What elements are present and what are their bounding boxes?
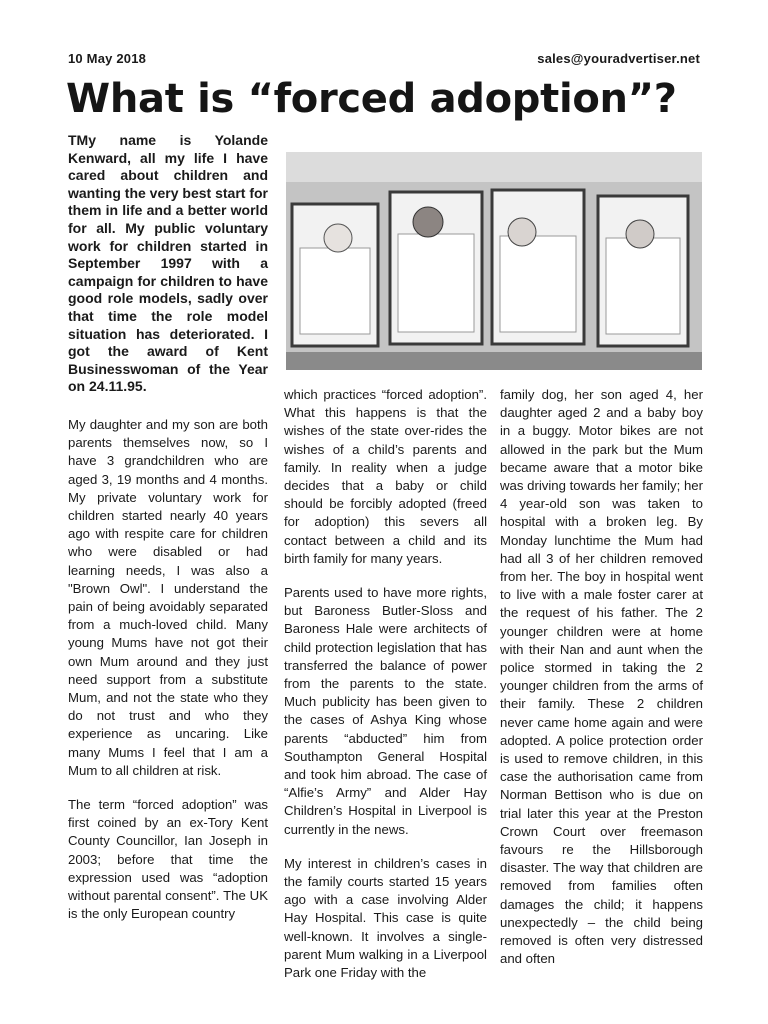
baby-cot-2 [390,192,482,344]
body-paragraph-4: Parents used to have more rights, but Baroness Butler-Sloss and Baroness Hale were architects of child protection legislation that has transferred the balance of power from the parents to the state. Much publicity has been given to the cases of Ashya King whose parents “abducted” him from Southampton General Hospital and took him abroad. The case of “Alfie’s Army” and Alder Hay Children’s Hospital in Liverpool is currently in the news. [284,585,487,837]
body-paragraph-5: My interest in children’s cases in the family courts started 15 years ago with a case involving Alder Hay Hospital. This case is quite well-known. It involves a single-parent Mum walking in a Liverpool Park one Friday with the [284,855,487,981]
baby-cot-1 [292,204,378,346]
body-paragraph-6: family dog, her son aged 4, her daughter aged 2 and a baby boy in a buggy. Motor bikes are not allowed in the park but the Mum became aware that a motor bike was driving towards her family; her 4 year-old son was taken to hospital with a broken leg. By Monday lunchtime the Mum had had all 3 of her children removed from her. The boy in hospital went to live with a male foster carer at the request of his father. The 2 younger children were at home with their Nan and aunt when the police stormed in taking the 2 younger children from the arms of their family. These 2 children never came home again and were adopted. A police protection order is used to remove children, in this case the authorisation came from Norman Bettison who is due on trial later this year at the Preston Crown Court over freemason favours re the Hillsborough disaster. The way that children are removed from families often damages the child; it happens unexpectedly – the child being removed is often very distressed and often [500,387,704,967]
body-paragraph-3: which practices “forced adoption”. What this happens is that the wishes of the state over-rides the wishes of a child’s parents and family. In reality when a judge decides that a baby or child should be forcibly adopted (freed for adoption) this severs all contact between a child and its birth family for many years. [284,387,487,566]
baby-cot-4 [598,196,688,346]
column-2 [284,386,487,998]
intro-paragraph: TMy name is Yolande Kenward, all my life I have cared about children and wanting the very best start for them in life and a better world for all. My public voluntary work for children started in September 1997 with a campaign for children to have good role models, sadly over that time the role model situation has deteriorated. I got the award of Kent Businesswoman of the Year on 24.11.95. [68,132,268,395]
newborn-babies-in-cots-photo [286,152,702,370]
column-3 [500,386,703,985]
issue-date: 10 May 2018 [68,51,147,66]
contact-email-link[interactable]: sales@youradvertiser.net [537,51,700,66]
body-paragraph-1: My daughter and my son are both parents themselves now, so I have 3 grandchildren who are aged 3, 19 months and 4 months. My private voluntary work for children started nearly 40 years ago with respite care for children who were disabled or had learning needs, I was also a "Brown Owl". I understand the pain of being avoidably separated from a much-loved child. Many young Mums have not got their own Mum around and they just need support from a substitute Mum, and not the state who they do not trust and who they experience as uncaring. Like many Mums I feel that I am a Mum to all children at risk. [68,416,268,778]
baby-cot-3 [492,190,584,344]
column-1 [68,132,268,939]
article-headline: What is “forced adoption”? [66,76,677,122]
body-paragraph-2: The term “forced adoption” was first coined by an ex-Tory Kent County Councillor, Ian Joseph in 2003; before that time the expression used was “adoption without parental consent”. The UK is the only European country [68,796,268,922]
